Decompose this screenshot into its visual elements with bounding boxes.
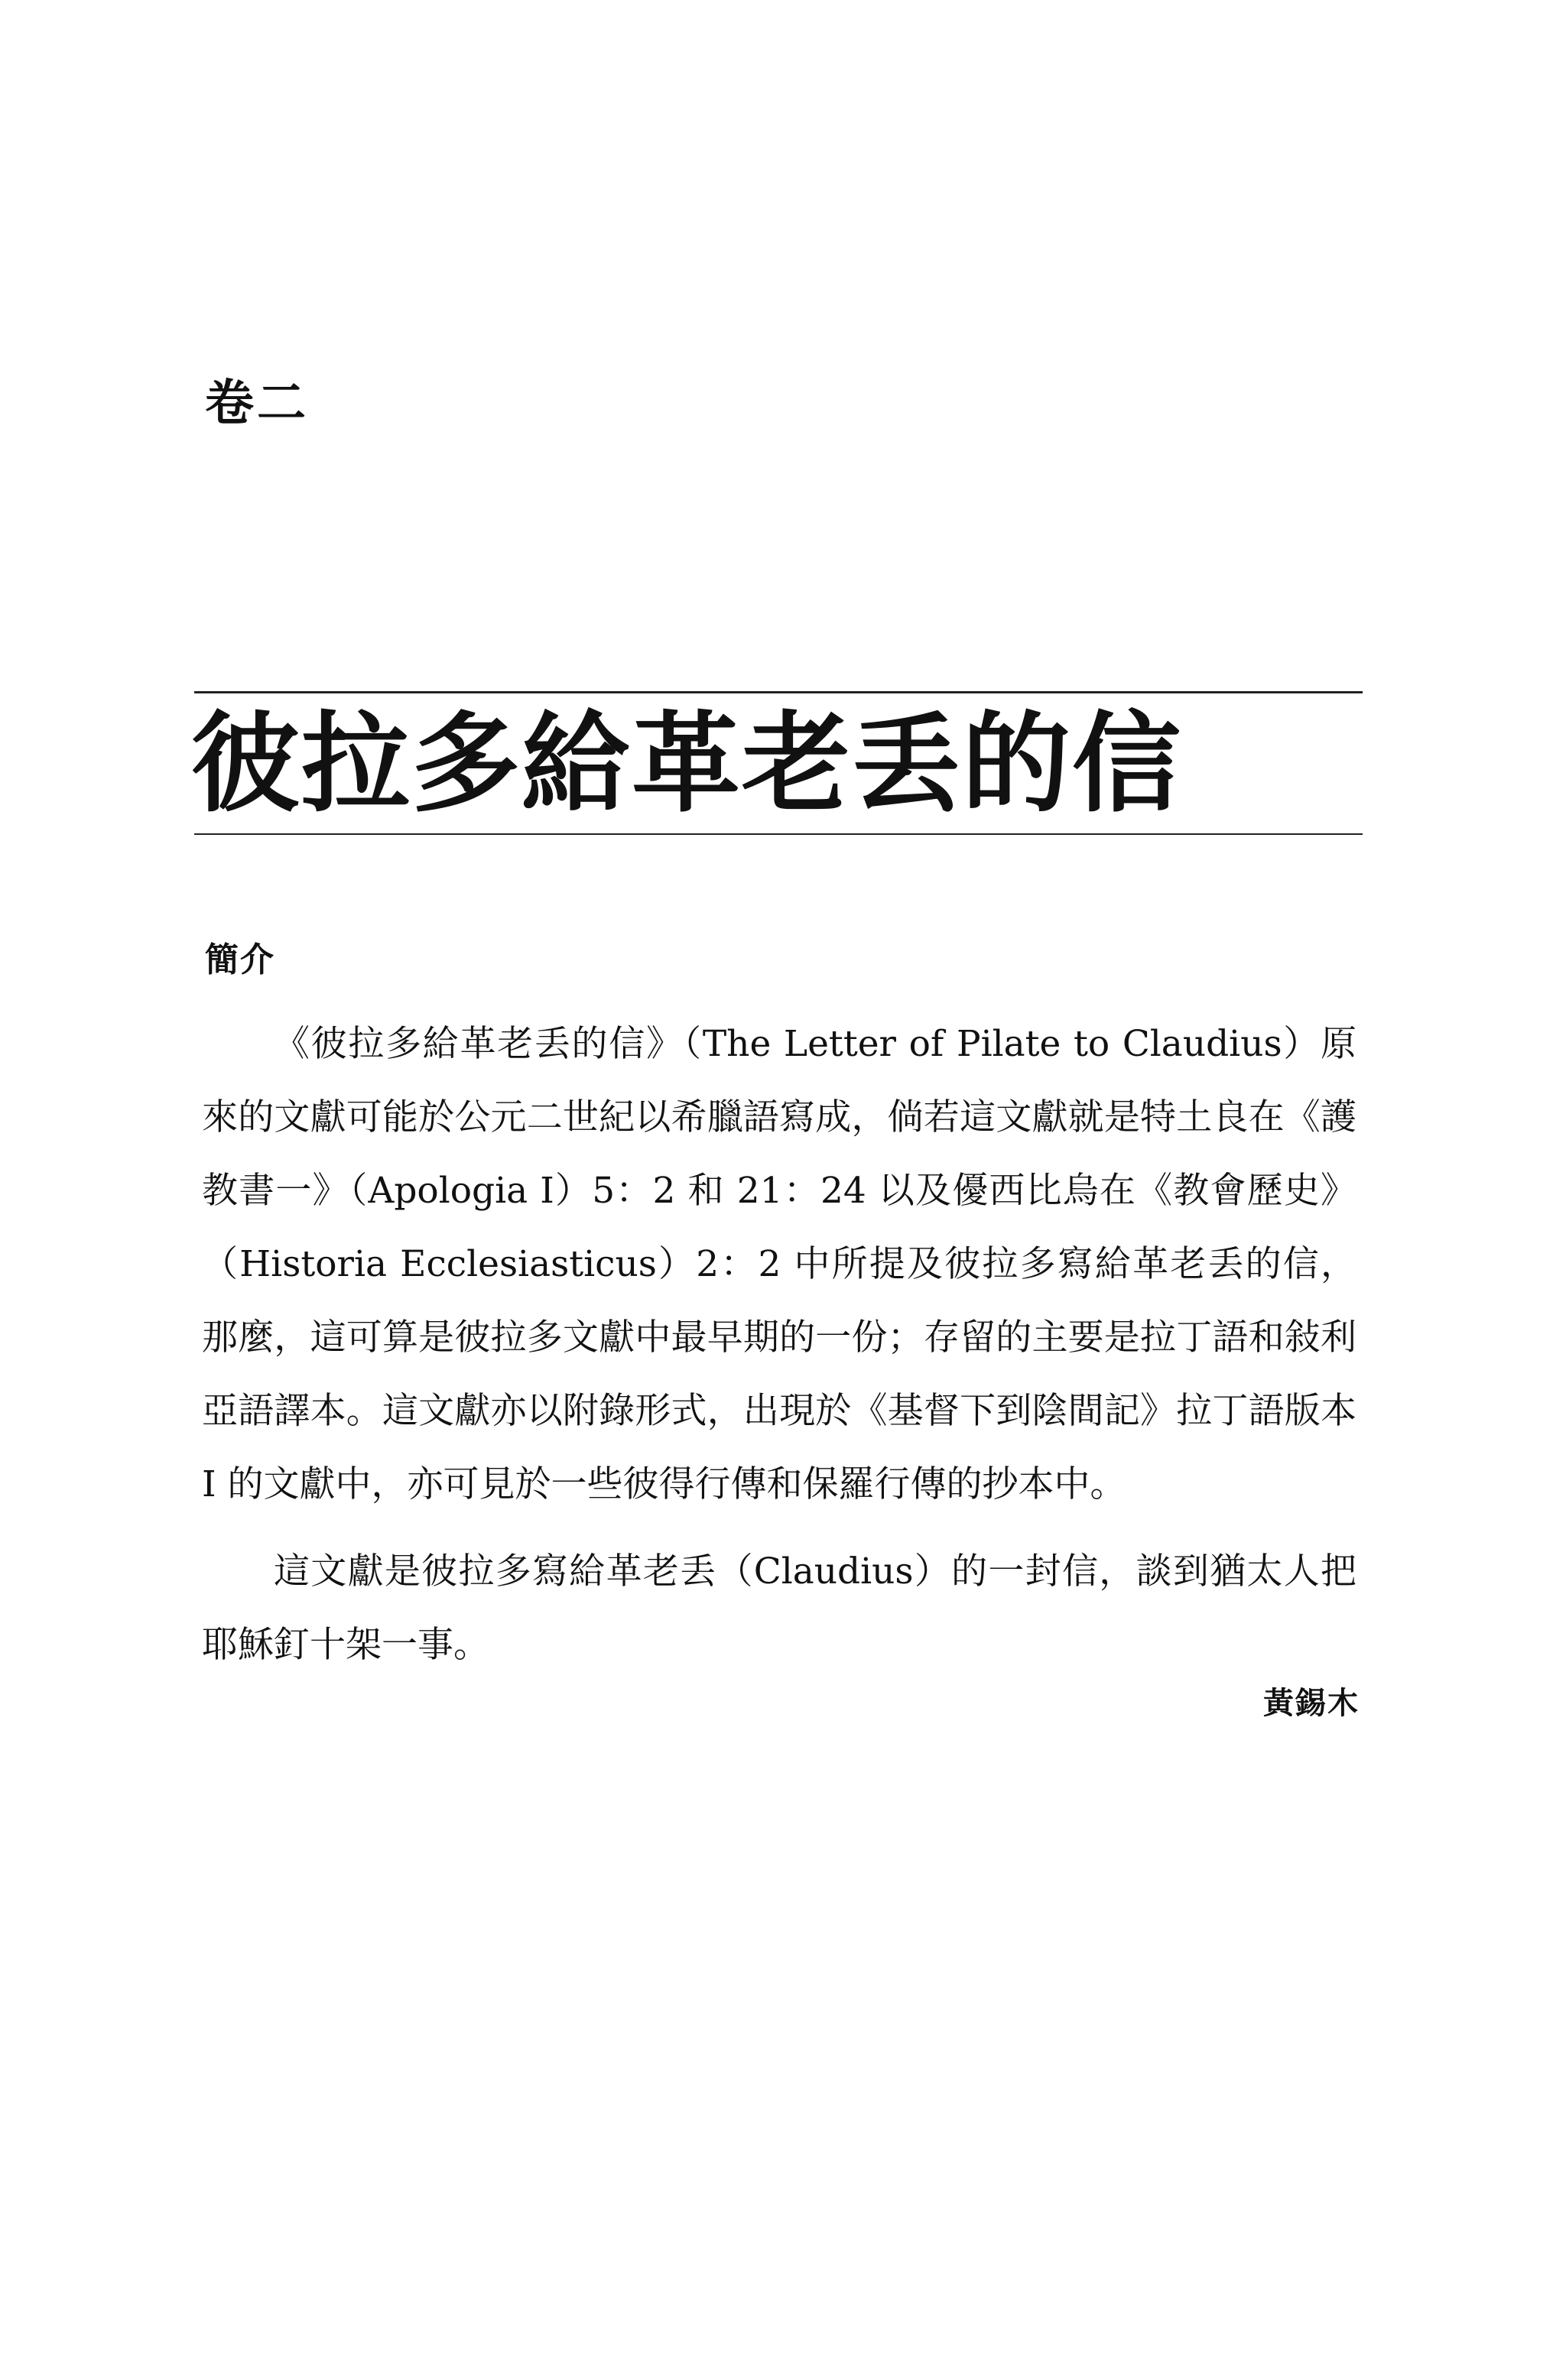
- body-text: [202, 1008, 1356, 1682]
- author-signature: 黃錫木: [1263, 1686, 1360, 1721]
- paragraph-1: 《彼拉多給革老丢的信》（The Letter of Pilate to Claudius）原來的文獻可能於公元二世紀以希臘語寫成，倘若這文獻就是特土良在《護教書一》（Apologia I）5：2 和 21：24 以及優西比烏在《教會歷史》（Historia Ecclesiasticus）2：2 中所提及彼拉多寫給革老丢的信，那麼，這可算是彼拉多文獻中最早期的一份；存留的主要是拉丁語和敍利亞語譯本。這文獻亦以附錄形式，出現於《基督下到陰間記》拉丁語版本 I 的文獻中，亦可見於一些彼得行傳和保羅行傳的抄本中。: [202, 1023, 1356, 1505]
- document-title: 彼拉多給革老丢的信: [191, 701, 1182, 827]
- title-rule-top: [194, 691, 1363, 693]
- section-heading-introduction: 簡介: [205, 940, 275, 979]
- title-rule-bottom: [194, 833, 1363, 835]
- paragraph-2: 這文獻是彼拉多寫給革老丢（Claudius）的一封信，談到猶太人把耶穌釘十架一事。: [202, 1550, 1356, 1666]
- volume-label: 卷二: [205, 375, 309, 432]
